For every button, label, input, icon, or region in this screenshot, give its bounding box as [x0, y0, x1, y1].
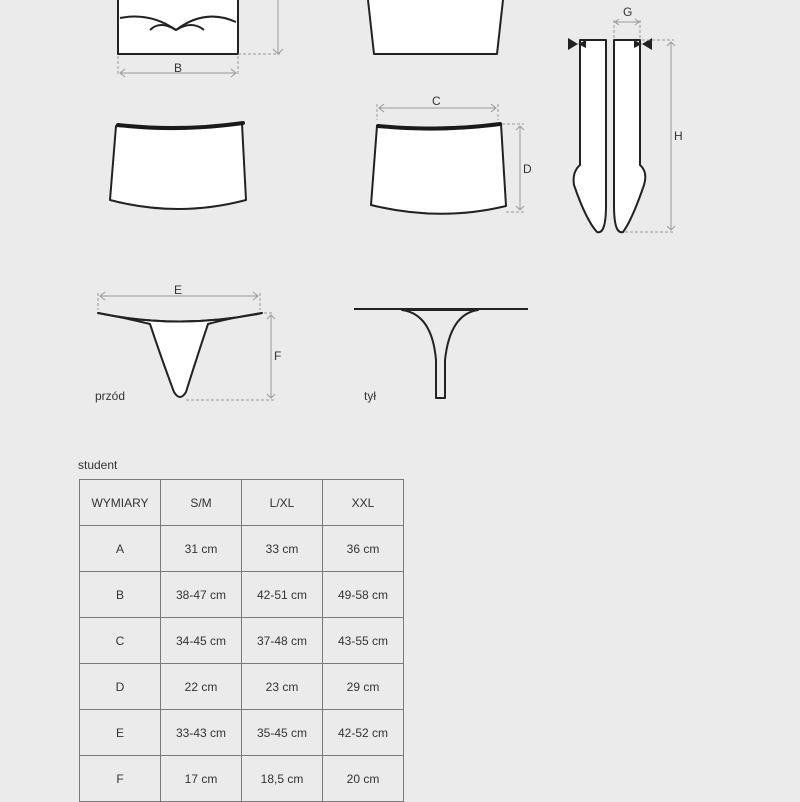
value-cell: 34-45 cm [161, 618, 242, 664]
value-cell: 43-55 cm [323, 618, 404, 664]
row-label-cell: A [80, 526, 161, 572]
back-label: tył [364, 389, 376, 403]
g-guides [614, 20, 640, 38]
bra-back-drawing [368, 0, 503, 54]
stockings-drawing [568, 38, 652, 232]
header-cell-measurements: WYMIARY [80, 480, 161, 526]
header-cell-xxl: XXL [323, 480, 404, 526]
row-label-cell: B [80, 572, 161, 618]
row-label-cell: E [80, 710, 161, 756]
table-header-row [80, 480, 404, 526]
skirt-front-drawing [110, 123, 246, 209]
value-cell: 23 cm [242, 664, 323, 710]
value-cell: 29 cm [323, 664, 404, 710]
set-name: student [78, 458, 118, 472]
value-cell: 18,5 cm [242, 756, 323, 802]
value-cell: 20 cm [323, 756, 404, 802]
g-dimension-line [615, 19, 639, 25]
e-label: E [174, 283, 183, 297]
table-row [80, 756, 404, 802]
value-cell: 35-45 cm [242, 710, 323, 756]
b-label: B [174, 61, 183, 75]
g-label: G [623, 5, 633, 19]
table-row [80, 526, 404, 572]
value-cell: 36 cm [323, 526, 404, 572]
table-row [80, 618, 404, 664]
thong-front-drawing [98, 313, 262, 397]
value-cell: 38-47 cm [161, 572, 242, 618]
thong-back-drawing [354, 309, 528, 398]
header-cell-sm: S/M [161, 480, 242, 526]
row-label-cell: D [80, 664, 161, 710]
bra-front-drawing [118, 0, 238, 54]
table-row [80, 664, 404, 710]
value-cell: 42-52 cm [323, 710, 404, 756]
bra-height-line [273, 0, 283, 54]
value-cell: 33-43 cm [161, 710, 242, 756]
table-row [80, 710, 404, 756]
f-label: F [274, 349, 282, 363]
skirt-back-drawing [371, 124, 506, 214]
d-label: D [523, 162, 532, 176]
size-table [79, 479, 404, 802]
value-cell: 17 cm [161, 756, 242, 802]
value-cell: 22 cm [161, 664, 242, 710]
row-label-cell: F [80, 756, 161, 802]
c-label: C [432, 94, 441, 108]
header-cell-lxl: L/XL [242, 480, 323, 526]
value-cell: 33 cm [242, 526, 323, 572]
value-cell: 31 cm [161, 526, 242, 572]
h-label: H [674, 129, 683, 143]
value-cell: 49-58 cm [323, 572, 404, 618]
value-cell: 37-48 cm [242, 618, 323, 664]
table-row [80, 572, 404, 618]
value-cell: 42-51 cm [242, 572, 323, 618]
row-label-cell: C [80, 618, 161, 664]
front-label: przód [95, 389, 126, 403]
